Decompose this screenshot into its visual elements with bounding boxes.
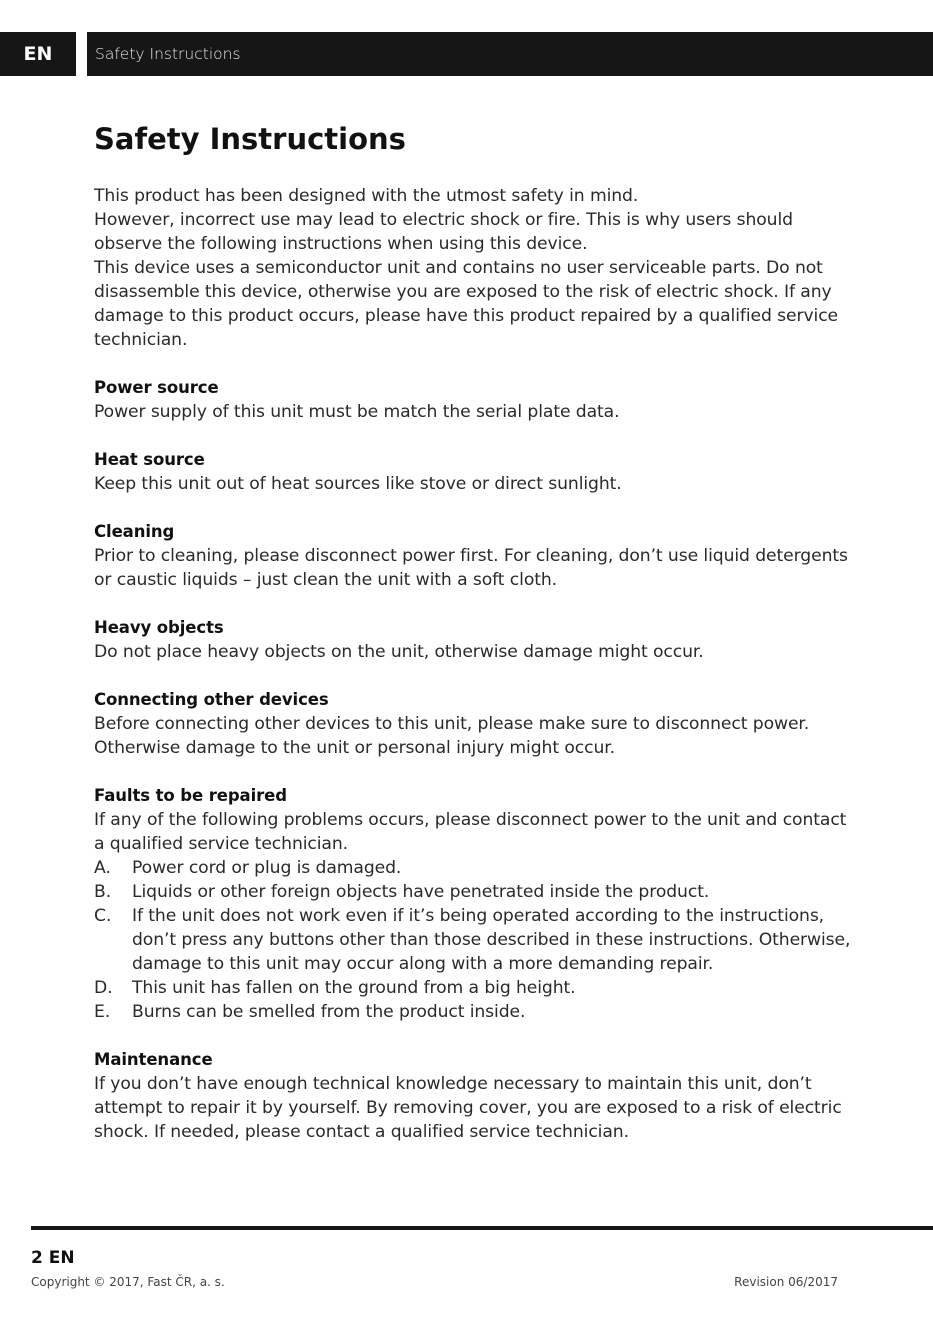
section-heat-source [94,448,854,496]
section-text: Do not place heavy objects on the unit, otherwise damage might occur. [94,642,704,662]
list-marker: C. [94,906,112,926]
faults-list [94,856,854,1024]
section-maintenance [94,1048,854,1144]
section-heading: Connecting other devices [94,690,329,709]
section-text: If any of the following problems occurs, please disconnect power to the unit and contact a qualified service technician. [94,810,847,854]
main-content [94,118,854,1144]
section-heading: Power source [94,378,219,397]
list-item-text: If the unit does not work even if it’s being operated according to the instructions, don’t press any buttons other than those described in these instructions. Otherwise, damage to this unit may occur along with a more demanding repair. [132,906,851,974]
page-number: 2 EN [31,1248,75,1268]
section-heading: Faults to be repaired [94,786,287,805]
list-marker: E. [94,1002,111,1022]
list-marker: D. [94,978,113,998]
list-marker: B. [94,882,112,902]
list-item [94,856,854,880]
list-item-text: This unit has fallen on the ground from a big height. [132,978,576,998]
list-item-text: Liquids or other foreign objects have penetrated inside the product. [132,882,710,902]
section-heading: Heavy objects [94,618,224,637]
section-heading: Heat source [94,450,205,469]
footer-divider [31,1226,933,1230]
intro-paragraph: This device uses a semiconductor unit and contains no user serviceable parts. Do not disassemble this device, otherwise you are exposed to the risk of electric shock. If any damage to this product occurs, please have this product repaired by a qualified service technician. [94,258,839,350]
list-item [94,1000,854,1024]
section-text: Prior to cleaning, please disconnect power first. For cleaning, don’t use liquid detergents or caustic liquids – just clean the unit with a soft cloth. [94,546,848,590]
language-badge: EN [0,32,76,76]
list-item [94,880,854,904]
list-item [94,904,854,976]
page-title: Safety Instructions [94,122,406,156]
section-heading: Cleaning [94,522,175,541]
intro-paragraph: However, incorrect use may lead to electric shock or fire. This is why users should observe the following instructions when using this device. [94,210,793,254]
section-heading: Maintenance [94,1050,213,1069]
section-text: Before connecting other devices to this unit, please make sure to disconnect power. Otherwise damage to the unit or personal injury might occur. [94,714,810,758]
revision-text: Revision 06/2017 [734,1275,838,1289]
copyright-text: Copyright © 2017, Fast ČR, a. s. [31,1275,225,1289]
section-cleaning [94,520,854,592]
intro-paragraph: This product has been designed with the utmost safety in mind. [94,186,639,206]
section-text: Keep this unit out of heat sources like stove or direct sunlight. [94,474,622,494]
section-text: Power supply of this unit must be match the serial plate data. [94,402,620,422]
section-faults [94,784,854,1024]
header-title: Safety Instructions [87,32,933,76]
section-power-source [94,376,854,424]
section-connecting-devices [94,688,854,760]
section-text: If you don’t have enough technical knowledge necessary to maintain this unit, don’t attempt to repair it by yourself. By removing cover, you are exposed to a risk of electric shock. If needed, please contact a qualified service technician. [94,1074,842,1142]
list-item-text: Burns can be smelled from the product inside. [132,1002,526,1022]
list-item [94,976,854,1000]
list-marker: A. [94,858,111,878]
section-heavy-objects [94,616,854,664]
list-item-text: Power cord or plug is damaged. [132,858,402,878]
